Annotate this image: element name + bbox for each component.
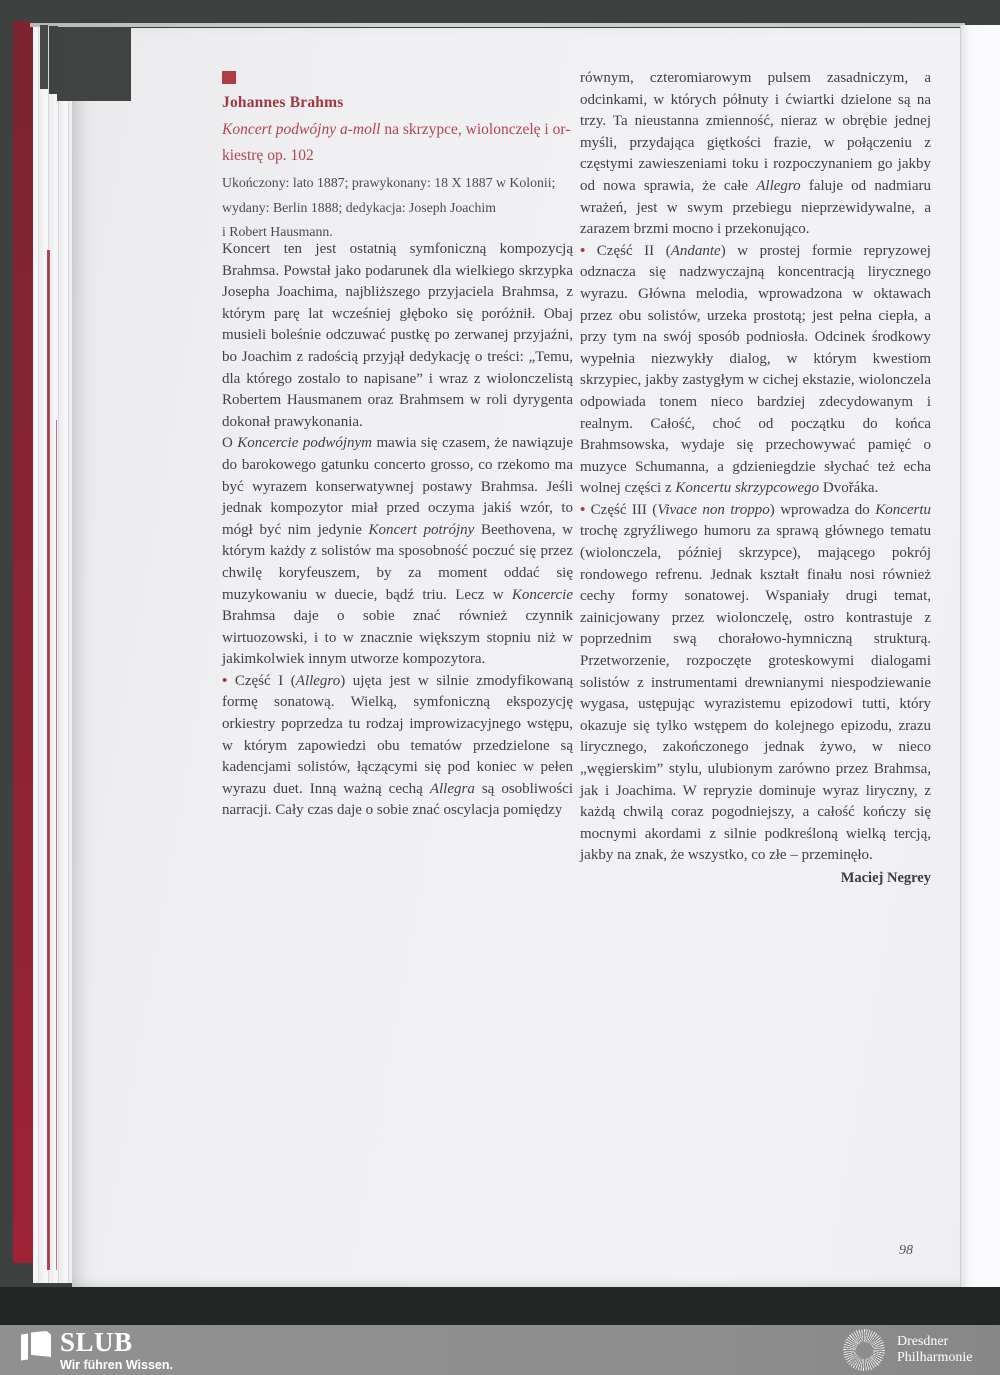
meta-line: i Robert Hausmann.	[222, 224, 333, 239]
work-title	[222, 117, 574, 168]
body-paragraph	[222, 239, 573, 433]
article-header	[222, 71, 574, 245]
slub-book-icon-cover	[31, 1331, 51, 1357]
italic-text-run: Koncertu	[875, 501, 932, 518]
text-run: ) ujęta jest w silnie zmodyfikowaną formę sonatową. Wielką, symfoniczną ekspozycję orkiestry poprzedza tu rodzaj improwizacyjnego wstępu, w którym zapowiedzi obu tematów przedzielone są kadencjami solistów, łączącymi się pod koniec w pełen wyrazu duet. Inną ważną cechą	[222, 672, 573, 797]
body-paragraph	[222, 433, 573, 671]
right-column	[580, 68, 931, 890]
text-run: równym, czteromiarowym pulsem zasadniczym, a odcinkami, w których półnuty i ćwiartki dzielone są na trzy. Ta nieustanna zmienność, nieraz w obrębie jednej myśli, przydająca giętkości frazie, w połączeniu z częstymi zawieszeniami toku i rozpoczynaniem go jakby od nowa sprawia, że całe	[580, 70, 931, 194]
italic-text-run: Andante	[670, 242, 721, 259]
text-run: Beethovena, w którym każdy z solistów ma sposobność poczuć się przez chwilę koryfeuszem, by za moment oddać się muzykowaniu w duecie, bądź triu. Lecz w	[222, 521, 574, 603]
philharmonie-logo	[843, 1329, 972, 1371]
page-stack-red-edge	[47, 250, 50, 1270]
title-line	[222, 117, 574, 143]
red-bullet-icon: •	[580, 501, 591, 518]
composer-name: Johannes Brahms	[222, 94, 344, 111]
meta-line: Ukończony: lato 1887; prawykonany: 18 X 1887 w Kolonii;	[222, 175, 556, 190]
page-top-edge-highlight	[30, 23, 965, 27]
italic-text-run: Koncert podwójny a-moll	[222, 121, 381, 138]
italic-text-run: Vivace non troppo	[657, 501, 770, 518]
italic-text-run: Koncert potrójny	[368, 521, 475, 538]
text-run: Koncert ten jest ostatnią symfoniczną kompozycją Brahmsa. Powstał jako podarunek dla wielkiego skrzypka Josepha Joachima, najbliższego przyjaciela Brahmsa, z którym parę lat wcześniej głęboko się poróżnił. Obaj musieli boleśnie odczuwać pustkę po zerwanej przyjaźni, bo Joachim z radością przyjął dedykację o treści: „Temu, dla którego zostalo to napisane” i wraz z wiolonczelistą Robertem Hausmanem oraz Brahmsem w roli dyrygenta dokonał prawykonania.	[222, 241, 573, 430]
slub-wordmark: SLUB	[60, 1327, 133, 1357]
title-line	[222, 143, 574, 169]
page-number: 98	[899, 1243, 913, 1258]
text-run: Część III (	[590, 501, 658, 518]
text-run: Dvořáka.	[819, 480, 879, 497]
work-meta	[222, 171, 574, 245]
italic-text-run: Allegro	[756, 177, 801, 194]
page-stack-edges	[33, 25, 72, 1283]
philharmonie-starburst-icon	[843, 1329, 885, 1371]
slub-book-icon	[20, 1330, 52, 1362]
italic-text-run: Koncercie podwójnym	[237, 435, 373, 452]
facing-page-edge	[960, 25, 1000, 1288]
text-run: na skrzypce, wiolonczelę i or-	[380, 121, 571, 138]
philharmonie-name-line1: Dresdner	[897, 1334, 949, 1349]
slub-logo	[20, 1328, 173, 1372]
text-run: ) w prostej formie repryzowej odznacza się nadzwyczajną koncentracją lirycznego wyrazu. Główna melodia, wprowadzona w oktawach przez obu solistów, urzeka prostotą; jest pełna ciepła, a przy tym na swój sposób podniosła. Odcinek środkowy wypełnia niezwykły dialog, w którym kwestiom skrzypiec, jakby zastygłym w cichej ekstazie, wiolonczela odpowiada tonem nieco bardziej zdecydowanym i realnym. Całość, choć od początku do końca Brahmsowska, wydaje się przechowywać pamięć o muzyce Schumanna, a gdzieniegdzie słychać też echa wolnej części z	[580, 242, 931, 497]
italic-text-run: Koncertu skrzypcowego	[675, 480, 820, 497]
text-run: Część I (	[234, 672, 296, 689]
italic-text-run: Koncercie	[511, 586, 573, 603]
text-run: trochę zgryźliwego humoru za sprawą głównego tematu (wiolonczela, później skrzypce), mającego pokrój rondowego refrenu. Jednak kształt finału nosi również cechy formy sonatowej. Wspaniały drugi temat, zainicjowany przez wiolonczelę, ostro kontrastuje z poprzednim swą chorałowo-hymniczną strukturą. Przetworzenie, rozpoczęte groteskowymi dialogami solistów z instrumentami drewnianymi niespodziewanie wygasa, ustępując wyrazistemu epizodowi tutti, który okazuje się tylko wstępem do kolejnego epizodu, zrazu lirycznego, zakończonego jednak żywo, w nieco „węgierskim” stylu, ulubionym zarówno przez Brahmsa, jak i Joachima. W repryzie dominuje wyraz liryczny, z każdą chwilą coraz pogodniejszy, a całość kończy się mocnymi akordami z silnie podkreśloną wielką tercją, jakby na znak, że wszystko, co złe – przeminęło.	[580, 523, 931, 864]
red-square-marker-icon	[222, 71, 236, 84]
body-paragraph	[580, 68, 931, 241]
right-column-paragraphs	[580, 68, 931, 867]
left-column	[222, 239, 573, 822]
italic-text-run: Allegro	[295, 672, 341, 689]
page-stack-red-edge-thin	[56, 420, 57, 1270]
philharmonie-name	[897, 1334, 972, 1366]
scan-bottom-shadow-band	[0, 1287, 1000, 1325]
philharmonie-name-line2: Philharmonie	[897, 1350, 973, 1365]
text-run: Część II (	[596, 242, 671, 259]
body-paragraph	[222, 671, 573, 822]
dark-page-corner	[57, 27, 131, 101]
red-bullet-icon: •	[222, 672, 235, 689]
text-run: ) wprowadza do	[769, 501, 876, 518]
dark-page-edge	[40, 25, 48, 89]
viewer-footer-bar	[0, 1325, 1000, 1375]
text-run: są osobliwości narracji. Cały czas daje o sobie znać oscylacja pomiędzy	[222, 780, 573, 819]
text-run: mawia się czasem, że nawiązuje do barokowego gatunku concerto grosso, co rzekomo ma być wyrazem konserwatywnej postawy Brahmsa. Jeśli jednak kompozytor miał przed oczyma jakiś wzór, to mógł być nim jedynie	[222, 435, 573, 538]
italic-text-run: Allegra	[429, 780, 475, 797]
slub-tagline: Wir führen Wissen.	[60, 1358, 173, 1372]
author-signature: Maciej Negrey	[840, 869, 931, 886]
slub-book-icon-spine	[21, 1334, 28, 1361]
text-run: Brahmsa daje o sobie znać również czynnik wirtuozowski, i to w znacznie większym stopniu niż w jakimkolwiek innym utworze kompozytora.	[222, 608, 573, 668]
text-run: kiestrę op. 102	[222, 146, 314, 164]
slub-wordmark-block	[60, 1328, 173, 1372]
meta-line: wydany: Berlin 1888; dedykacja: Joseph Joachim	[222, 199, 496, 215]
text-run: O	[222, 435, 238, 452]
book-cover-maroon-edge	[13, 21, 33, 1263]
body-paragraph	[580, 500, 931, 867]
red-bullet-icon: •	[580, 242, 597, 259]
body-paragraph	[580, 241, 931, 500]
text-run: faluje od nadmiaru wrażeń, jest w swym przebiegu nieprzewidywalne, a zarazem brzmi mocno i przekonująco.	[580, 177, 931, 238]
